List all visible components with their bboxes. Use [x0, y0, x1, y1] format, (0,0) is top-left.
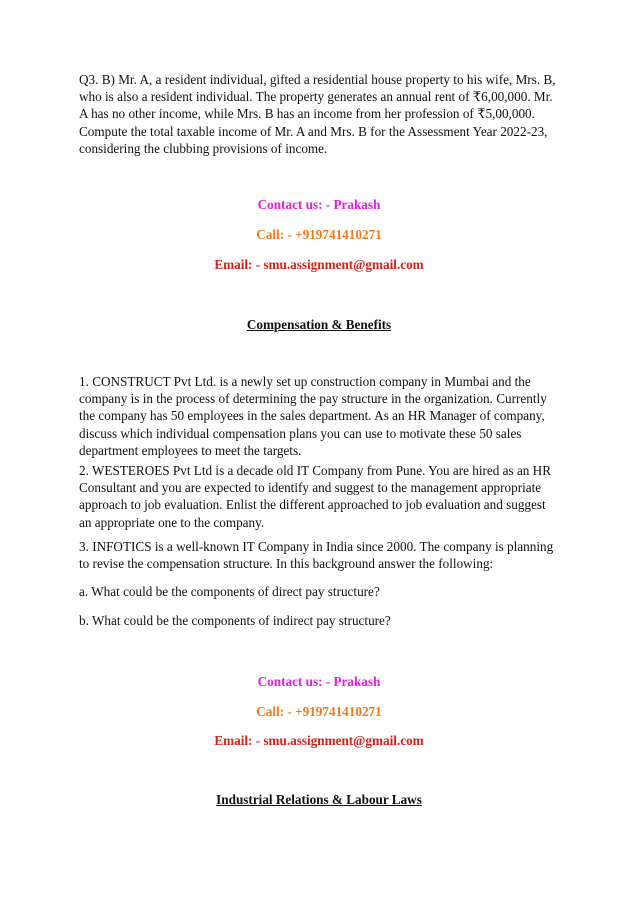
- call-line: Call: - +919741410271: [256, 704, 382, 719]
- section-title-industrial-relations: Industrial Relations & Labour Laws: [216, 792, 422, 807]
- question-2: 2. WESTEROES Pvt Ltd is a decade old IT Company from Pune. You are hired as an HR Consultant and you are expected to identify and suggest to the management appropriate approach to job evaluation. Enlist the different approached to job evaluation and suggest an appropriate one to the company.: [79, 463, 552, 530]
- email-line: Email: - smu.assignment@gmail.com: [214, 733, 424, 748]
- call-line: Call: - +919741410271: [256, 227, 382, 242]
- section-title-compensation: Compensation & Benefits: [246, 317, 392, 332]
- question-3b: b. What could be the components of indirect pay structure?: [79, 613, 391, 628]
- email-line: Email: - smu.assignment@gmail.com: [214, 257, 424, 272]
- contact-line: Contact us: - Prakash: [257, 197, 381, 212]
- question-q3b: Q3. B) Mr. A, a resident individual, gifted a residential house property to his wife, Mrs. B, who is also a resident individual. The property generates an annual rent of ₹6,00,000. Mr. A has no other income, while Mrs. B has an income from her profession of ₹5,00,000. Compute the total taxable income of Mr. A and Mrs. B for the Assessment Year 2022-23, considering the clubbing provisions of income.: [79, 72, 556, 156]
- contact-line: Contact us: - Prakash: [257, 674, 381, 689]
- question-1: 1. CONSTRUCT Pvt Ltd. is a newly set up construction company in Mumbai and the company is in the process of determining the pay structure in the organization. Currently the company has 50 employees in the sales department. As an HR Manager of company, discuss which individual compensation plans you can use to motivate these 50 sales department employees to meet the targets.: [79, 374, 547, 458]
- question-3a: a. What could be the components of direct pay structure?: [79, 584, 380, 599]
- question-3: 3. INFOTICS is a well-known IT Company in India since 2000. The company is planning to revise the compensation structure. In this background answer the following:: [79, 539, 554, 572]
